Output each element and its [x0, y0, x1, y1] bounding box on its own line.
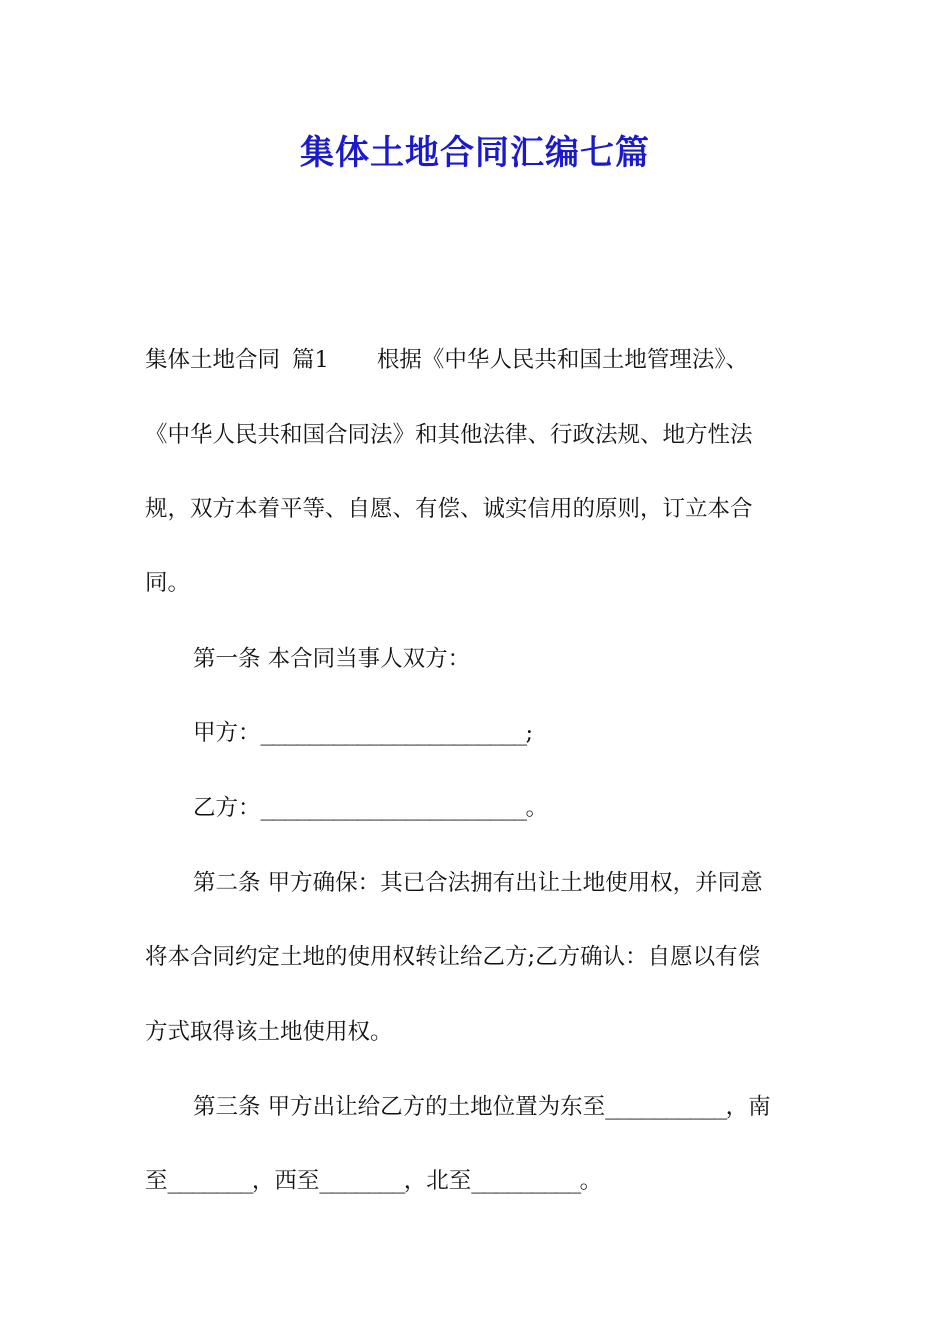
- party-b-blank: ______________________: [260, 795, 526, 821]
- line-end: ;: [525, 720, 534, 746]
- party-b-line: [145, 788, 807, 828]
- line-end: ，南: [725, 1094, 771, 1120]
- paragraph-line-1: [145, 340, 807, 380]
- article-1-heading: [145, 639, 807, 679]
- line-end: 。: [525, 795, 549, 821]
- section-heading: 集体土地合同: [145, 347, 281, 373]
- west-blank: _______: [319, 1168, 404, 1194]
- line-text: 同。: [145, 570, 191, 596]
- line-end: 。: [579, 1168, 603, 1194]
- line-text: 根据《中华人民共和国土地管理法》、: [376, 347, 749, 373]
- south-blank: _______: [167, 1168, 252, 1194]
- line-text: 将本合同约定土地的使用权转让给乙方;乙方确认：自愿以有偿: [145, 944, 761, 970]
- line-text: ，北至: [403, 1168, 472, 1194]
- line-text: 第二条 甲方确保：其已合法拥有出让土地使用权，并同意: [193, 870, 763, 896]
- section-number: 篇1: [292, 347, 329, 373]
- north-blank: _________: [471, 1168, 580, 1194]
- line-text: 第三条 甲方出让给乙方的土地位置为东至: [193, 1094, 606, 1120]
- paragraph-line-4: [145, 563, 807, 603]
- line-text: 第一条 本合同当事人双方：: [193, 646, 471, 672]
- article-3-line-2: [145, 1161, 807, 1201]
- article-2-line-1: [145, 863, 807, 903]
- party-a-line: [145, 713, 807, 753]
- document-title: 集体土地合同汇编七篇: [300, 133, 650, 173]
- article-3-line-1: [145, 1087, 807, 1127]
- paragraph-line-3: [145, 489, 807, 529]
- line-text: 至: [145, 1168, 168, 1194]
- party-a-blank: ______________________: [260, 720, 526, 746]
- line-text: 规，双方本着平等、自愿、有偿、诚实信用的原则，订立本合: [145, 496, 753, 522]
- line-text: 方式取得该土地使用权。: [145, 1019, 393, 1045]
- article-2-line-3: [145, 1012, 807, 1052]
- east-blank: __________: [605, 1094, 726, 1120]
- line-text: ，西至: [251, 1168, 320, 1194]
- paragraph-line-2: [145, 415, 807, 455]
- line-text: 《中华人民共和国合同法》和其他法律、行政法规、地方性法: [145, 422, 753, 448]
- party-b-label: 乙方：: [193, 795, 261, 821]
- party-a-label: 甲方：: [193, 720, 261, 746]
- article-2-line-2: [145, 937, 807, 977]
